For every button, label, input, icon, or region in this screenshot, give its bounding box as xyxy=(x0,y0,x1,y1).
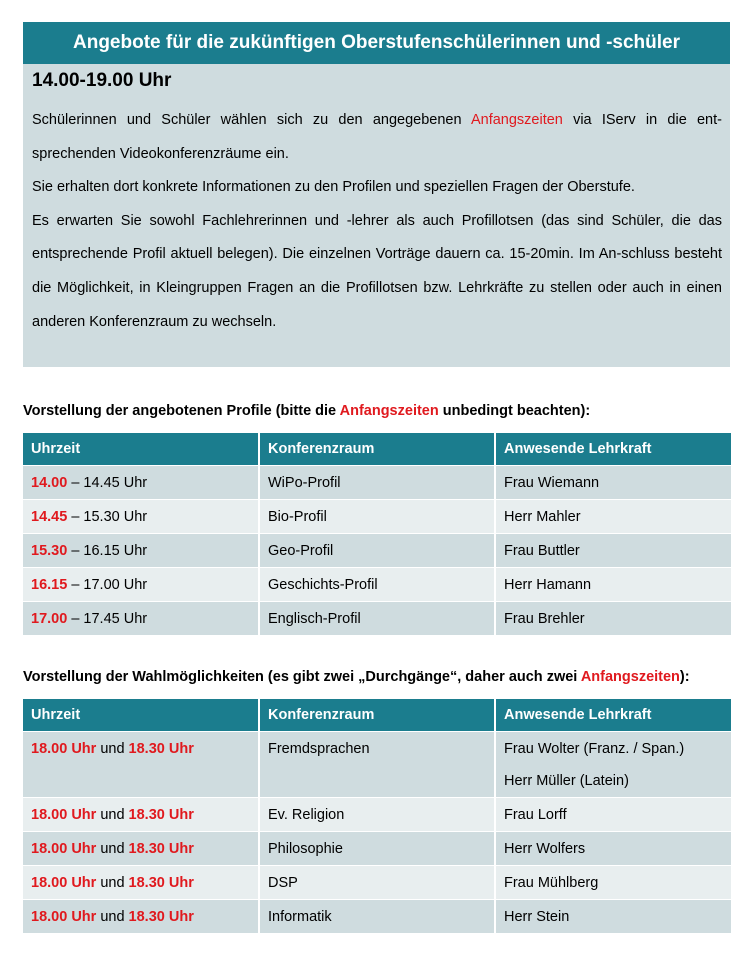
end-time: – 17.45 Uhr xyxy=(67,610,148,627)
table-row xyxy=(23,866,731,900)
cell-room: Philosophie xyxy=(259,832,495,866)
time-first: 18.00 Uhr xyxy=(31,908,97,925)
cell-room: DSP xyxy=(259,866,495,900)
and-text: und xyxy=(96,840,129,857)
section-text: Vorstellung der angebotenen Profile (bitte die xyxy=(23,403,340,419)
section-text: unbedingt beachten): xyxy=(438,403,591,419)
cell-time xyxy=(23,466,259,500)
cell-teacher: Frau Brehler xyxy=(495,602,731,636)
cell-teacher: Frau Buttler xyxy=(495,534,731,568)
table-header-row xyxy=(23,433,731,466)
cell-time xyxy=(23,832,259,866)
end-time: – 14.45 Uhr xyxy=(67,474,148,491)
and-text: und xyxy=(96,874,129,891)
cell-teacher: Frau Lorff xyxy=(495,798,731,832)
table-row xyxy=(23,798,731,832)
col-header-teacher: Anwesende Lehrkraft xyxy=(495,699,731,732)
time-second: 18.30 Uhr xyxy=(128,874,194,891)
time-first: 18.00 Uhr xyxy=(31,806,97,823)
col-header-room: Konferenzraum xyxy=(259,433,495,466)
table-row xyxy=(23,732,731,798)
time-second: 18.30 Uhr xyxy=(128,741,194,757)
cell-time xyxy=(23,866,259,900)
table-row xyxy=(23,602,731,636)
teacher-name: Frau Wolter (Franz. / Span.) xyxy=(504,741,685,757)
time-range: 14.00-19.00 Uhr xyxy=(32,70,172,91)
cell-room: Informatik xyxy=(259,900,495,934)
highlight-anfangszeiten: Anfangszeiten xyxy=(580,669,680,685)
table-row xyxy=(23,568,731,602)
and-text: und xyxy=(96,908,129,925)
section-text: ): xyxy=(679,669,690,685)
start-time: 16.15 xyxy=(31,576,68,593)
cell-teacher: Herr Stein xyxy=(495,900,731,934)
time-second: 18.30 Uhr xyxy=(128,806,194,823)
teacher-name: Herr Müller (Latein) xyxy=(504,773,629,789)
start-time: 14.00 xyxy=(31,474,68,491)
time-second: 18.30 Uhr xyxy=(128,908,194,925)
section-text: Vorstellung der Wahlmöglichkeiten (es gibt zwei „Durchgänge“, daher auch zwei xyxy=(23,669,581,685)
page-title: Angebote für die zukünftigen Oberstufenschülerinnen und -schüler xyxy=(73,32,680,53)
info-text: Schülerinnen und Schüler wählen sich zu den angegebenen xyxy=(32,112,471,128)
start-time: 14.45 xyxy=(31,508,68,525)
col-header-teacher: Anwesende Lehrkraft xyxy=(495,433,731,466)
time-first: 18.00 Uhr xyxy=(31,874,97,891)
highlight-anfangszeiten: Anfangszeiten xyxy=(339,403,439,419)
and-text: und xyxy=(96,806,129,823)
table-row xyxy=(23,900,731,934)
info-paragraph-3: Es erwarten Sie sowohl Fachlehrerinnen und -lehrer als auch Profillotsen (das sind Schüler, die das entsprechende Profil aktuell belegen). Die einzelnen Vorträge dauern ca. 15-20min. Im An-schluss besteht die Möglichkeit, in Kleingruppen Fragen an die Profillotsen bzw. Lehrkräfte zu stellen oder auch in einen anderen Konferenzraum zu wechseln. xyxy=(32,212,722,330)
highlight-anfangszeiten: Anfangszeiten xyxy=(470,112,563,128)
end-time: – 16.15 Uhr xyxy=(67,542,148,559)
cell-teacher: Herr Hamann xyxy=(495,568,731,602)
cell-time xyxy=(23,568,259,602)
start-time: 15.30 xyxy=(31,542,68,559)
cell-time xyxy=(23,732,259,798)
table-header-row xyxy=(23,699,731,732)
info-text: via IServ in die ent-sprechenden Videokonferenzräume ein. xyxy=(32,112,722,162)
page-header xyxy=(23,22,730,64)
time-first: 18.00 Uhr xyxy=(31,840,97,857)
cell-teacher: Frau Wiemann xyxy=(495,466,731,500)
cell-teacher: Herr Mahler xyxy=(495,500,731,534)
col-header-time: Uhrzeit xyxy=(23,433,259,466)
time-first: 18.00 Uhr xyxy=(31,741,97,757)
col-header-time: Uhrzeit xyxy=(23,699,259,732)
table-row xyxy=(23,534,731,568)
cell-teacher: Frau Mühlberg xyxy=(495,866,731,900)
cell-teacher xyxy=(495,732,731,798)
cell-room: Englisch-Profil xyxy=(259,602,495,636)
cell-room: WiPo-Profil xyxy=(259,466,495,500)
end-time: – 17.00 Uhr xyxy=(67,576,148,593)
section-title-profiles xyxy=(23,403,590,419)
cell-time xyxy=(23,534,259,568)
cell-room: Geo-Profil xyxy=(259,534,495,568)
profiles-table xyxy=(23,433,731,635)
cell-room xyxy=(259,732,495,798)
table-row xyxy=(23,832,731,866)
info-paragraph-2: Sie erhalten dort konkrete Informationen zu den Profilen und speziellen Fragen der Oberstufe. xyxy=(32,179,635,196)
cell-room: Ev. Religion xyxy=(259,798,495,832)
info-paragraph-1 xyxy=(32,104,722,171)
col-header-room: Konferenzraum xyxy=(259,699,495,732)
table-row xyxy=(23,500,731,534)
time-second: 18.30 Uhr xyxy=(128,840,194,857)
cell-time xyxy=(23,798,259,832)
and-text: und xyxy=(96,741,129,757)
cell-time xyxy=(23,500,259,534)
electives-table xyxy=(23,699,731,933)
start-time: 17.00 xyxy=(31,610,68,627)
cell-time xyxy=(23,900,259,934)
room-name: Fremdsprachen xyxy=(268,741,370,757)
cell-teacher: Herr Wolfers xyxy=(495,832,731,866)
section-title-electives xyxy=(23,669,690,685)
info-box xyxy=(23,64,730,367)
cell-time xyxy=(23,602,259,636)
table-row xyxy=(23,466,731,500)
cell-room: Bio-Profil xyxy=(259,500,495,534)
cell-room: Geschichts-Profil xyxy=(259,568,495,602)
end-time: – 15.30 Uhr xyxy=(67,508,148,525)
